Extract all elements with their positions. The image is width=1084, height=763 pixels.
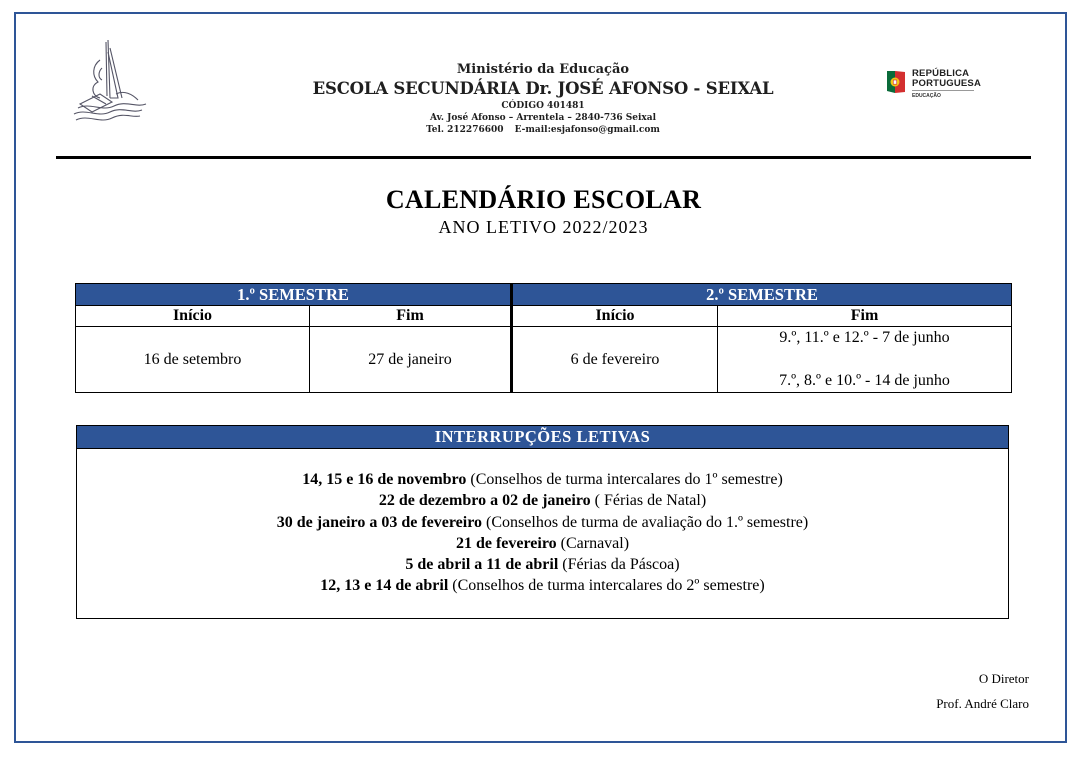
- gov-logo-sub: EDUCAÇÃO: [912, 93, 941, 99]
- school-code: CÓDIGO 401481: [501, 101, 585, 111]
- first-start-date: 16 de setembro: [76, 327, 310, 393]
- interruption-item: 5 de abril a 11 de abril (Férias da Páscoa): [405, 556, 680, 574]
- ministry-name: Ministério da Educação: [456, 62, 630, 77]
- semester-header-row: [76, 284, 1012, 306]
- semester-table: [75, 283, 1012, 393]
- school-contact: [300, 124, 786, 137]
- gov-logo-text: REPÚBLICA PORTUGUESA: [912, 68, 982, 89]
- title-sub: ANO LETIVO 2022/2023: [438, 217, 649, 237]
- second-end-date-b: 7.º, 8.º e 10.º - 14 de junho: [779, 372, 950, 389]
- school-address: Av. José Afonso – Arrentela – 2840-736 Seixal: [429, 113, 657, 123]
- first-start-header: Início: [76, 306, 310, 327]
- signature-role: O Diretor: [978, 671, 1029, 686]
- header-divider: [56, 156, 1031, 159]
- second-start-header: Início: [512, 306, 718, 327]
- republica-portuguesa-logo: [885, 67, 995, 103]
- school-email: E-mail:esjafonso@gmail.com: [514, 125, 660, 135]
- school-name: ESCOLA SECUNDÁRIA Dr. JOSÉ AFONSO - SEIXAL: [312, 79, 774, 98]
- interruption-item: 21 de fevereiro (Carnaval): [455, 534, 630, 552]
- interruption-item: 30 de janeiro a 03 de fevereiro (Conselhos de turma de avaliação do 1.º semestre): [276, 513, 809, 531]
- school-logo: [70, 38, 148, 124]
- first-end-date: 27 de janeiro: [310, 327, 512, 393]
- semester-dates-row: [76, 327, 1012, 393]
- interruption-item: 14, 15 e 16 de novembro (Conselhos de turma intercalares do 1º semestre): [302, 471, 783, 488]
- interruptions-list: [77, 469, 1008, 597]
- second-semester-header: 2.º SEMESTRE: [512, 284, 1012, 306]
- first-semester-header: 1.º SEMESTRE: [76, 284, 512, 306]
- second-end-dates: [718, 327, 1012, 393]
- interruption-item: 22 de dezembro a 02 de janeiro ( Férias de Natal): [378, 492, 707, 510]
- signature-name: Prof. André Claro: [936, 696, 1029, 711]
- interruptions-box: [76, 425, 1009, 619]
- portugal-flag-icon: [885, 69, 907, 95]
- school-phone: Tel. 212276600: [426, 125, 504, 135]
- document-title: [0, 184, 1084, 238]
- interruptions-title: INTERRUPÇÕES LETIVAS: [77, 426, 1008, 449]
- semester-subheader-row: [76, 306, 1012, 327]
- second-end-date-a: 9.º, 11.º e 12.º - 7 de junho: [779, 329, 950, 346]
- second-start-date: 6 de fevereiro: [512, 327, 718, 393]
- interruption-item: 12, 13 e 14 de abril (Conselhos de turma intercalares do 2º semestre): [320, 577, 765, 595]
- second-end-header: Fim: [718, 306, 1012, 327]
- title-main: CALENDÁRIO ESCOLAR: [385, 185, 702, 214]
- school-header: [300, 61, 786, 137]
- first-end-header: Fim: [310, 306, 512, 327]
